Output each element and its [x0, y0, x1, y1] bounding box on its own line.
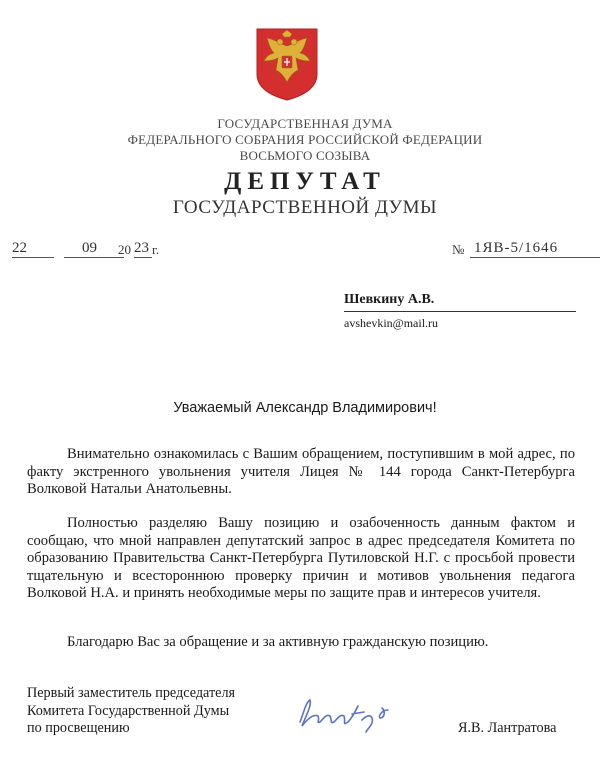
year-end: г. [152, 242, 160, 257]
signatory-title-line2: Комитета Государственной Думы [27, 702, 230, 719]
paragraph-2: Полностью разделяю Вашу позицию и озабоченность данным фактом и сообщаю, что мной направлен депутатский запрос в адрес председателя Комитета по образованию Правительства Санкт-Петербурга Путиловской Н.Г. с просьбой провести тщательную и всестороннюю проверку причин и мотивов увольнения педагога Волковой Н.А. и принять необходимые меры по защите прав и интересов учителя. [27, 515, 575, 601]
greeting: Уважаемый Александр Владимирович! [173, 400, 437, 416]
org-name-line1: ГОСУДАРСТВЕННАЯ ДУМА [217, 116, 393, 131]
recipient-name: Шевкину А.В. [344, 292, 435, 307]
date-month: 09 [82, 240, 97, 256]
russian-coat-of-arms-icon [254, 26, 320, 102]
deputy-subtitle: ГОСУДАРСТВЕННОЙ ДУМЫ [172, 197, 438, 218]
recipient-underline [344, 311, 576, 312]
signatory-name: Я.В. Лантратова [458, 720, 557, 736]
date-day: 22 [12, 240, 27, 256]
paragraph-3: Благодарю Вас за обращение и за активную гражданскую позицию. [67, 634, 489, 650]
recipient-email: avshevkin@mail.ru [344, 316, 439, 330]
org-name-line2: ФЕДЕРАЛЬНОГО СОБРАНИЯ РОССИЙСКОЙ ФЕДЕРАЦИИ [127, 132, 483, 147]
org-name-line3: ВОСЬМОГО СОЗЫВА [239, 148, 371, 163]
paragraph-1: Внимательно ознакомилась с Вашим обращением, поступившим в мой адрес, по факту экстренного увольнения учителя Лицея № 144 города Санкт-Петербурга Волковой Натальи Анатольевны. [27, 446, 575, 497]
signatory-title-line1: Первый заместитель председателя [27, 685, 236, 701]
document-number: 1ЯВ-5/1646 [474, 240, 559, 256]
date-year: 23 [134, 240, 149, 256]
date-number-row [12, 240, 602, 264]
signatory-title-line3: по просвещению [27, 720, 130, 736]
handwritten-signature [290, 692, 420, 736]
year-prefix: 20 [118, 242, 131, 257]
signatory-title [27, 685, 235, 738]
number-sign: № [452, 242, 465, 257]
deputy-title: ДЕПУТАТ [224, 168, 386, 195]
